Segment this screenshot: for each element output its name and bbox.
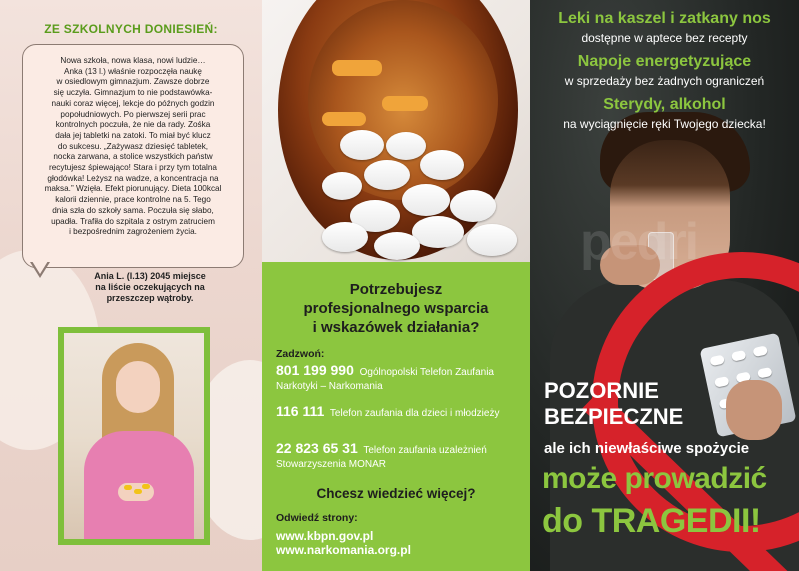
contact-description: Ogólnopolski Telefon Zaufania Narkotyki – Narkomania <box>276 367 494 392</box>
white-pill <box>364 160 410 190</box>
boy-hand-shape <box>726 380 782 440</box>
warning-line-2: do TRAGEDII! <box>542 502 761 540</box>
white-pill <box>386 132 426 160</box>
phone-number[interactable]: 116 111 <box>276 403 325 419</box>
orange-capsule <box>382 96 428 111</box>
orange-capsule <box>332 60 382 76</box>
contact-item <box>276 364 521 393</box>
face-shape <box>116 361 160 413</box>
more-info-heading: Chcesz wiedzieć więcej? <box>316 486 476 501</box>
call-label: Zadzwoń: <box>276 348 325 360</box>
contact-item <box>276 442 521 471</box>
white-pill <box>450 190 496 222</box>
website-link-narkomania[interactable]: www.narkomania.org.pl <box>276 543 411 557</box>
contact-description: Telefon zaufania uzależnień Stowarzyszenia MONAR <box>276 445 487 470</box>
phone-number[interactable]: 801 199 990 <box>276 362 354 378</box>
white-pill <box>322 172 362 200</box>
website-link-kbpn[interactable]: www.kbpn.gov.pl <box>276 529 374 543</box>
white-pill <box>420 150 464 180</box>
story-caption: Ania L. (l.13) 2045 miejsce na liście oczekujących na przeszczep wątroby. <box>94 271 206 303</box>
white-pill <box>340 130 384 160</box>
left-panel <box>0 0 262 571</box>
risk-item-title: Leki na kaszel i zatkany nos <box>558 10 771 27</box>
contact-description: Telefon zaufania dla dzieci i młodzieży <box>329 408 500 419</box>
risk-item-subtitle: w sprzedaży bez żadnych ograniczeń <box>564 74 765 88</box>
story-text: Nowa szkoła, nowa klasa, nowi ludzie… Anka (13 l.) właśnie rozpoczęła naukę w osiedlowym gimnazjum. Zawsze dobrze się uczyła. Gimnazjum to nie podstawówka- nauki coraz więcej, lekcje do późnych godzin popołudniowych. Po pierwszej serii prac kontrolnych poczuła, że nie da rady. Zośka dała jej tabletki na zatoki. To miał być klucz do sukcesu. „Zażywasz dziesięć tabletek, nocka zarwana, a stolice wszystkich państw recytujesz śpiewająco! Stara i przy tym totalna głodówka! Leżysz na wadze, a koncentracja na maksa.” Wzięła. Efekt piorunujący. Dieta 100kcal kalorii dziennie, prace kontrolne na 5. Tego dnia szła do szkoły sama. Poczuła się słabo, upadła. Trafiła do szpitala z ostrym zatruciem i bezpośrednim zagrożeniem życia. <box>44 56 222 237</box>
white-pill <box>402 184 450 216</box>
middle-panel <box>262 0 530 571</box>
girl-photo <box>64 333 204 539</box>
contact-item <box>276 405 521 421</box>
support-heading: Potrzebujesz profesjonalnego wsparcia i wskazówek działania? <box>303 281 489 336</box>
yellow-pill <box>142 484 150 489</box>
warning-line-1: może prowadzić <box>542 462 767 495</box>
phone-number[interactable]: 22 823 65 31 <box>276 440 358 456</box>
speech-bubble <box>22 44 244 268</box>
yellow-pill <box>124 485 132 490</box>
yellow-pill <box>134 489 142 494</box>
subline: ale ich niewłaściwe spożycie <box>544 440 750 457</box>
girl-photo-frame <box>58 327 210 545</box>
headline: POZORNIE BEZPIECZNE <box>544 378 684 429</box>
section-title: ZE SZKOLNYCH DONIESIEŃ: <box>44 22 218 36</box>
risk-item-subtitle: na wyciągnięcie ręki Twojego dziecka! <box>563 117 766 131</box>
orange-capsule <box>322 112 366 126</box>
watermark-text: pedri <box>580 213 698 271</box>
white-pill <box>322 222 368 252</box>
right-panel <box>530 0 799 571</box>
pills-jar-photo <box>262 0 530 262</box>
visit-label: Odwiedź strony: <box>276 512 358 524</box>
white-pill <box>467 224 517 256</box>
risk-item-title: Sterydy, alkohol <box>603 96 726 113</box>
risk-item-subtitle: dostępne w aptece bez recepty <box>581 31 748 45</box>
speech-bubble-tail-fill <box>32 261 48 274</box>
risk-item-title: Napoje energetyzujące <box>577 53 752 70</box>
white-pill <box>374 232 420 260</box>
